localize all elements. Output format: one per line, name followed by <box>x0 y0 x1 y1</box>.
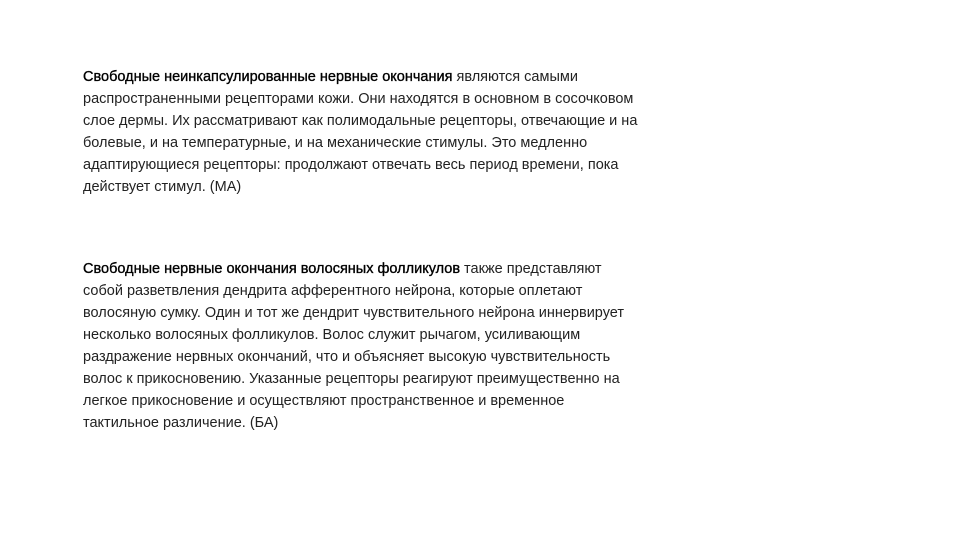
paragraph-body-text: являются самыми распространенными рецепторами кожи. Они находятся в основном в сосочковом слое дермы. Их рассматривают как полимодальные рецепторы, отвечающие и на болевые, и на температурные, и на механические стимулы. Это медленно адаптирующиеся рецепторы: продолжают отвечать весь период времени, пока действует стимул. (МА) <box>83 69 638 195</box>
paragraph-hair-follicle-endings <box>83 258 723 434</box>
paragraph-lead-term: Свободные нервные окончания волосяных фолликулов <box>83 261 461 277</box>
paragraph-lead-term: Свободные неинкапсулированные нервные окончания <box>83 69 453 85</box>
paragraph-body-text: также представляют собой разветвления дендрита афферентного нейрона, которые оплетают волосяную сумку. Один и тот же дендрит чувствительного нейрона иннервирует несколько волосяных фолликулов. Волос служит рычагом, усиливающим раздражение нервных окончаний, что и объясняет высокую чувствительность волос к прикосновению. Указанные рецепторы реагируют преимущественно на легкое прикосновение и осуществляют пространственное и временное тактильное различение. (БА) <box>83 261 625 431</box>
paragraph-free-nerve-endings <box>83 66 723 198</box>
